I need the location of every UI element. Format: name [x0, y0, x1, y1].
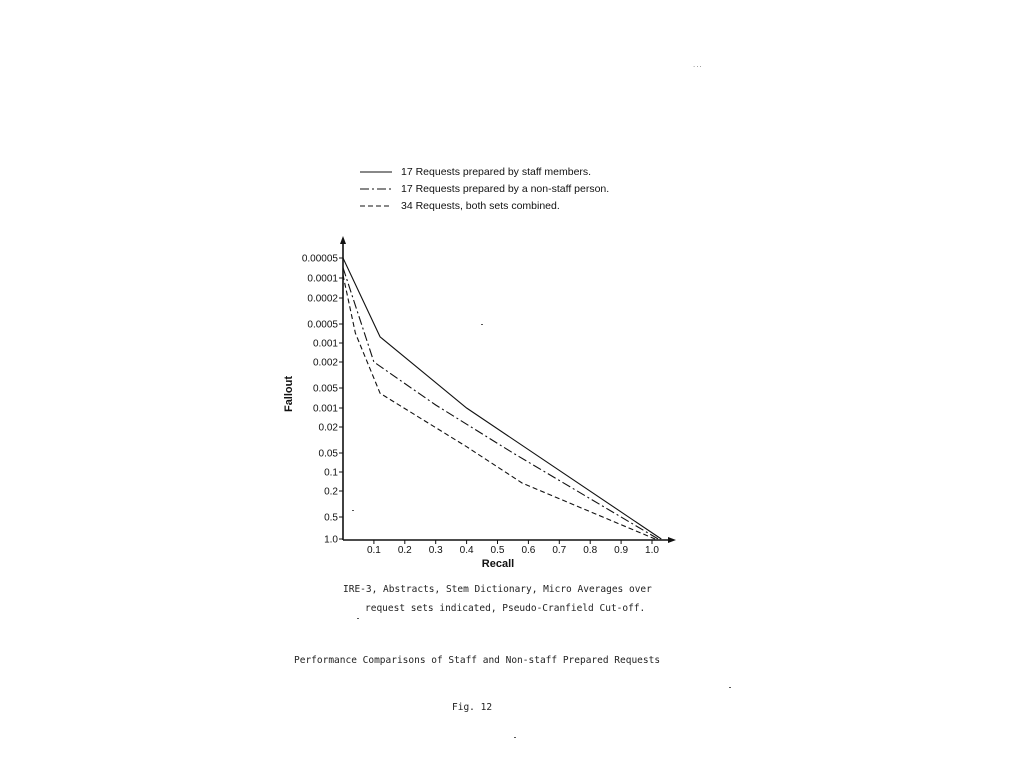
- y-axis-arrow: [340, 236, 346, 244]
- x-tick-label: 0.8: [583, 545, 598, 556]
- legend-label: 34 Requests, both sets combined.: [401, 200, 560, 212]
- scan-speck: [729, 687, 731, 688]
- x-tick-label: 1.0: [645, 545, 659, 556]
- page-corner-mark: ...: [693, 60, 703, 69]
- figure-label: Fig. 12: [452, 702, 493, 713]
- x-tick-label: 0.2: [397, 545, 412, 556]
- x-tick-label: 0.5: [490, 545, 505, 556]
- y-tick-label: 1.0: [324, 534, 338, 546]
- y-tick-label: 0.001: [312, 403, 338, 415]
- y-tick-label: 0.5: [324, 512, 338, 524]
- y-tick-label: 0.02: [318, 422, 338, 434]
- x-axis-title: Recall: [481, 558, 515, 570]
- y-tick-label: 0.005: [312, 383, 338, 395]
- chart-legend: [360, 166, 609, 212]
- x-tick-label: 0.6: [521, 545, 536, 556]
- y-tick-label: 0.001: [312, 338, 338, 350]
- y-axis-ticks: [302, 254, 343, 546]
- x-axis-ticks: [367, 540, 659, 556]
- y-tick-label: 0.0005: [307, 319, 338, 331]
- legend-label: 17 Requests prepared by a non-staff person.: [401, 183, 610, 195]
- y-tick-label: 0.00005: [301, 253, 338, 265]
- x-tick-label: 0.3: [428, 545, 443, 556]
- x-tick-label: 0.1: [366, 545, 381, 556]
- y-tick-label: 0.0002: [307, 293, 338, 305]
- series-line-3: [343, 275, 655, 539]
- figure-caption-title: Performance Comparisons of Staff and Non-staff Prepared Requests: [294, 655, 661, 666]
- x-tick-label: 0.4: [459, 545, 474, 556]
- chart-axes: [340, 236, 676, 543]
- series-line-1: [343, 258, 661, 539]
- x-tick-label: 0.9: [614, 545, 629, 556]
- series-line-2: [343, 268, 658, 539]
- y-tick-label: 0.002: [312, 357, 338, 369]
- legend-label: 17 Requests prepared by staff members.: [401, 166, 592, 178]
- scan-speck: [514, 737, 516, 738]
- scan-speck: [481, 324, 483, 325]
- x-axis-arrow: [668, 537, 676, 543]
- scan-speck: [352, 510, 354, 511]
- y-tick-label: 0.0001: [307, 273, 338, 285]
- caption-line-1: IRE-3, Abstracts, Stem Dictionary, Micro Averages over: [343, 584, 652, 595]
- y-axis-title: Fallout: [283, 375, 295, 413]
- x-tick-label: 0.7: [552, 545, 567, 556]
- y-tick-label: 0.2: [324, 486, 338, 498]
- scan-speck: [357, 618, 359, 619]
- caption-line-2: request sets indicated, Pseudo-Cranfield Cut-off.: [365, 603, 646, 614]
- chart-series: [343, 258, 661, 539]
- y-tick-label: 0.05: [318, 448, 338, 460]
- y-tick-label: 0.1: [324, 467, 338, 479]
